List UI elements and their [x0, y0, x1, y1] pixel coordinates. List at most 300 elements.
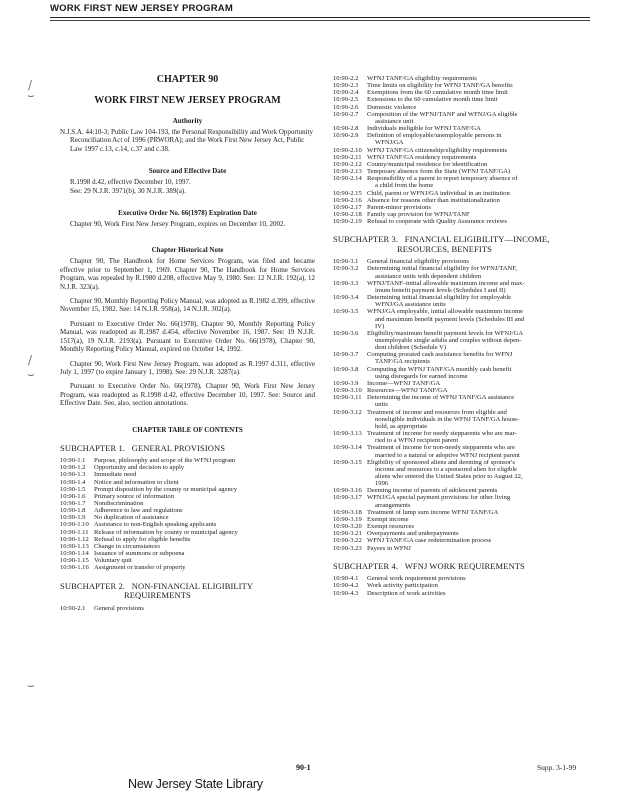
- section-title: [94, 507, 315, 514]
- section-title-continuation: ried to a WFNJ recipient parent: [375, 437, 459, 445]
- section-title-line: WFNJ/GA special payment provisions for other living: [367, 494, 511, 502]
- section-title-line: WFNJ TANF/GA residency requirements: [367, 153, 477, 161]
- section-title: [367, 387, 595, 394]
- section-title-line: Assistance to non-English speaking applicants: [94, 521, 217, 529]
- section-title: [94, 486, 315, 493]
- toc-row: [333, 125, 595, 132]
- exec-order-text: Chapter 90, Work First New Jersey Program, expires on December 10, 2002.: [70, 220, 286, 229]
- section-title: [367, 494, 595, 508]
- toc-row: [60, 457, 315, 464]
- toc-row: [60, 500, 315, 507]
- section-title: [367, 516, 595, 523]
- toc-list: [333, 258, 595, 551]
- header-rule: [50, 20, 590, 21]
- toc-row: [333, 89, 595, 96]
- section-number: 10:90-1.10: [60, 521, 89, 529]
- toc-row: [333, 444, 595, 458]
- section-title: [367, 75, 595, 82]
- section-title: [367, 147, 595, 154]
- section-title-line: Exempt income: [367, 515, 409, 523]
- toc-list: [60, 457, 315, 572]
- section-number: 10:90-3.23: [333, 544, 362, 552]
- section-title-line: Refusal to cooperate with Quality Assurance reviews: [367, 218, 507, 226]
- section-number: 10:90-2.6: [333, 103, 359, 111]
- section-title: [367, 111, 595, 125]
- section-title-continuation: hold, as appropriate: [375, 422, 428, 430]
- toc-row: [333, 258, 595, 265]
- section-title-line: Eligibility/maximum benefit payment levels for WFNJ/GA: [367, 329, 524, 337]
- section-number: 10:90-3.20: [333, 523, 362, 531]
- section-title: [367, 394, 595, 408]
- section-title-line: Eligibility of sponsored aliens and deeming of sponsor's: [367, 458, 515, 466]
- toc-row: [60, 514, 315, 521]
- section-title-line: WFNJ TANF/GA citizenship/eligibility requirements: [367, 146, 508, 154]
- subchapter-label: SUBCHAPTER 4.: [333, 560, 399, 571]
- toc-row: [60, 521, 315, 528]
- toc-row: [333, 104, 595, 111]
- subchapter-title: FINANCIAL ELIGIBILITY—INCOME,: [404, 234, 550, 245]
- margin-mark: /: [28, 353, 33, 367]
- section-title-line: Overpayments and underpayments: [367, 530, 459, 538]
- toc-row: [333, 218, 595, 225]
- section-number: 10:90-2.5: [333, 96, 359, 104]
- section-title-line: Primary source of information: [94, 492, 175, 500]
- section-title-line: General financial eligibility provisions: [367, 258, 469, 266]
- section-number: 10:90-1.9: [60, 514, 86, 522]
- toc-row: [333, 280, 595, 294]
- section-number: 10:90-2.13: [333, 168, 362, 176]
- section-number: 10:90-2.18: [333, 210, 362, 218]
- toc-row: [333, 197, 595, 204]
- toc-row: [333, 190, 595, 197]
- section-title-line: Determining the income of WFNJ TANF/GA assistance: [367, 394, 515, 402]
- section-title-continuation: IV): [375, 322, 385, 330]
- section-title: [367, 89, 595, 96]
- section-title-continuation: assistance units with dependent children: [375, 272, 482, 280]
- section-title: [367, 197, 595, 204]
- toc-row: [333, 161, 595, 168]
- margin-mark: /: [28, 78, 33, 92]
- section-number: 10:90-2.10: [333, 146, 362, 154]
- section-title-continuation: arrangements: [375, 501, 411, 509]
- section-title: [94, 514, 315, 521]
- section-title: [367, 96, 595, 103]
- section-title: [367, 161, 595, 168]
- section-title: [367, 258, 595, 265]
- section-number: 10:90-2.4: [333, 89, 359, 97]
- section-title: [367, 545, 595, 552]
- subchapter-title: NON-FINANCIAL ELIGIBILITY: [131, 580, 254, 591]
- toc-row: [333, 154, 595, 161]
- section-title: [367, 590, 595, 597]
- toc-row: [60, 493, 315, 500]
- section-number: 10:90-1.8: [60, 507, 86, 515]
- section-number: 10:90-3.16: [333, 487, 362, 495]
- section-title: [367, 509, 595, 516]
- section-title-line: Parent-minor provisions: [367, 203, 431, 211]
- toc-row: [333, 308, 595, 329]
- section-title-line: Voluntary quit: [94, 557, 132, 565]
- section-title-continuation: a child from the home: [375, 182, 434, 190]
- subchapter-title: GENERAL PROVISIONS: [131, 442, 226, 453]
- subchapter-title-cont: RESOURCES, BENEFITS: [397, 243, 492, 254]
- section-number: 10:90-3.3: [333, 279, 359, 287]
- section-title: [367, 430, 595, 444]
- section-title-line: Notice and information to client: [94, 478, 179, 486]
- section-title-line: Absence for reasons other than institutionalization: [367, 196, 500, 204]
- section-number: 10:90-2.11: [333, 153, 362, 161]
- toc-row: [333, 523, 595, 530]
- toc-row: [333, 487, 595, 494]
- section-title-line: Release of information by county or municipal agency: [94, 528, 238, 536]
- toc-row: [333, 430, 595, 444]
- toc-row: [60, 564, 315, 571]
- section-number: 10:90-1.7: [60, 499, 86, 507]
- section-title-line: Resources—WFNJ TANF/GA: [367, 387, 448, 395]
- library-watermark: New Jersey State Library: [128, 777, 263, 791]
- left-column: [60, 70, 315, 612]
- right-column: [333, 75, 595, 597]
- subchapter-label: SUBCHAPTER 3.: [333, 234, 399, 245]
- section-number: 10:90-3.21: [333, 530, 362, 538]
- section-number: 10:90-1.16: [60, 564, 89, 572]
- section-title: [367, 132, 595, 146]
- exec-order-heading: Executive Order No. 66(1978) Expiration Date: [118, 209, 257, 218]
- section-title: [367, 218, 595, 225]
- section-number: 10:90-1.12: [60, 535, 89, 543]
- section-title: [94, 464, 315, 471]
- section-title-line: Determining initial financial eligibility for WFNJ/TANF,: [367, 265, 518, 273]
- section-title-line: Adherence to law and regulations: [94, 507, 183, 515]
- section-number: 10:90-3.6: [333, 329, 359, 337]
- toc-row: [333, 459, 595, 488]
- section-title: [367, 444, 595, 458]
- section-title-line: Treatment of income and resources from eligible and: [367, 408, 507, 416]
- section-number: 10:90-3.22: [333, 537, 362, 545]
- section-number: 10:90-2.12: [333, 160, 362, 168]
- section-number: 10:90-1.5: [60, 485, 86, 493]
- section-title: [94, 564, 315, 571]
- section-title-continuation: income and resources to a sponsored alien for eligible: [375, 465, 518, 473]
- section-title-line: County/municipal residence for identification: [367, 160, 488, 168]
- toc-row: [60, 557, 315, 564]
- section-title-continuation: dent children (Schedule V): [375, 344, 447, 352]
- section-title: [367, 409, 595, 430]
- section-title-line: Refusal to apply for eligible benefits: [94, 535, 191, 543]
- section-number: 10:90-2.3: [333, 82, 359, 90]
- section-title-line: Description of work activities: [367, 589, 446, 597]
- section-title-line: WFNJ TANF/GA case redetermination process: [367, 537, 492, 545]
- toc-row: [333, 168, 595, 175]
- toc-row: [333, 204, 595, 211]
- section-title: [367, 82, 595, 89]
- section-title-line: Assignment or transfer of property: [94, 564, 186, 572]
- subchapter-heading: [333, 235, 595, 254]
- section-number: 10:90-3.12: [333, 408, 362, 416]
- margin-mark: ⌣: [27, 88, 35, 102]
- section-title: [94, 543, 315, 550]
- section-title: [367, 582, 595, 589]
- toc-row: [60, 550, 315, 557]
- section-number: 10:90-3.13: [333, 430, 362, 438]
- section-title-line: Opportunity and decision to apply: [94, 464, 185, 472]
- authority-heading: Authority: [172, 117, 203, 125]
- section-title-line: Exempt resources: [367, 523, 415, 531]
- section-title-line: Deeming income of parents of adolescent parents: [367, 487, 498, 495]
- section-title: [367, 330, 595, 351]
- subchapter-heading: [60, 582, 315, 601]
- section-title: [367, 351, 595, 365]
- section-number: 10:90-4.3: [333, 589, 359, 597]
- source-line: See: 29 N.J.R. 3971(b), 30 N.J.R. 389(a).: [70, 186, 186, 195]
- section-title-line: Time limits on eligibility for WFNJ TANF/GA benefits: [367, 82, 513, 90]
- section-number: 10:90-1.4: [60, 478, 86, 486]
- section-number: 10:90-3.15: [333, 458, 362, 466]
- section-number: 10:90-2.19: [333, 218, 362, 226]
- toc-row: [333, 575, 595, 582]
- section-title-line: Computing the WFNJ TANF/GA monthly cash benefit: [367, 365, 512, 373]
- toc-row: [333, 351, 595, 365]
- margin-mark: ⌣: [27, 367, 35, 381]
- history-heading: Chapter Historical Note: [151, 246, 224, 255]
- section-title: [94, 557, 315, 564]
- section-number: 10:90-3.18: [333, 508, 362, 516]
- section-number: 10:90-1.14: [60, 550, 89, 558]
- subchapter-label: SUBCHAPTER 2.: [60, 580, 126, 591]
- section-title: [367, 537, 595, 544]
- section-title: [94, 536, 315, 543]
- section-number: 10:90-1.6: [60, 492, 86, 500]
- section-title: [94, 605, 315, 612]
- section-title-line: WFNJ/GA employable, initial allowable maximum income: [367, 308, 524, 316]
- section-title: [94, 493, 315, 500]
- section-title: [367, 487, 595, 494]
- section-title-continuation: TANF/GA recipients: [375, 358, 430, 366]
- toc-row: [333, 175, 595, 189]
- section-title-continuation: married to a natural or adoptive WFNJ recipient parent: [375, 451, 520, 459]
- section-title: [367, 575, 595, 582]
- section-number: 10:90-3.1: [333, 258, 359, 266]
- section-title-line: Responsibility of a parent to report temporary absence of: [367, 175, 518, 183]
- section-number: 10:90-3.5: [333, 308, 359, 316]
- section-title-continuation: imum benefit payment levels (Schedules I and II): [375, 286, 506, 294]
- subchapter-title: WFNJ WORK REQUIREMENTS: [404, 560, 525, 571]
- section-number: 10:90-3.17: [333, 494, 362, 502]
- section-number: 10:90-1.2: [60, 464, 86, 472]
- section-number: 10:90-3.2: [333, 265, 359, 273]
- section-number: 10:90-2.16: [333, 196, 362, 204]
- section-title: [367, 168, 595, 175]
- section-title-continuation: noneligible individuals in the WFNJ TANF/GA house-: [375, 415, 520, 423]
- section-title-line: Extensions to the 60 cumulative month time limit: [367, 96, 498, 104]
- subchapter-title-cont: REQUIREMENTS: [124, 590, 191, 601]
- toc-row: [333, 96, 595, 103]
- source-line: R.1998 d.42, effective December 10, 1997.: [70, 178, 191, 187]
- section-title: [367, 308, 595, 329]
- section-title-line: Computing prorated cash assistance benefits for WFNJ: [367, 351, 513, 359]
- toc-row: [333, 494, 595, 508]
- section-title: [367, 366, 595, 380]
- section-title-line: WFNJ/TANF–initial allowable maximum income and max-: [367, 279, 525, 287]
- section-number: 10:90-3.14: [333, 444, 362, 452]
- section-number: 10:90-4.1: [333, 575, 359, 583]
- history-paragraph: Pursuant to Executive Order No. 66(1978), Chapter 90, Monthly Reporting Policy Manual, was readopted as R.1987 d.454, effective November 16, 1987. See: 19 N.J.R. 1517(a), 19 N.J.R. 2193(a). Pursuant to Executive Order No. 66(1978), Chapter 90, Monthly Reporting Policy Manual, expired on October 14, 1992.: [60, 319, 315, 354]
- section-title-continuation: WFNJ/GA assistance units: [375, 301, 446, 309]
- section-title: [367, 523, 595, 530]
- toc-row: [333, 409, 595, 430]
- section-title-line: Temporary absence from the State (WFNJ TANF/GA): [367, 168, 511, 176]
- section-number: 10:90-2.8: [333, 125, 359, 133]
- section-number: 10:90-2.14: [333, 175, 362, 183]
- toc-row: [333, 516, 595, 523]
- section-title: [94, 479, 315, 486]
- section-title-continuation: and maximum benefit payment levels (Schedules III and: [375, 315, 525, 323]
- section-title: [367, 175, 595, 189]
- section-number: 10:90-2.15: [333, 189, 362, 197]
- toc-row: [333, 82, 595, 89]
- section-number: 10:90-3.10: [333, 387, 362, 395]
- section-title-line: Prompt disposition by the county or municipal agency: [94, 485, 238, 493]
- section-title: [367, 154, 595, 161]
- toc-row: [333, 147, 595, 154]
- section-title-line: Work activity participation: [367, 582, 438, 590]
- section-number: 10:90-3.19: [333, 515, 362, 523]
- authority-text: N.J.S.A. 44:10-3; Public Law 104-193, the Personal Responsibility and Work Opportunity Reconciliation Act of 1996 (PRWORA); and the Work First New Jersey Act, Public Law 1997 c.13, c.14, c.37 and c.38.: [60, 128, 314, 153]
- section-title-continuation: units: [375, 401, 388, 409]
- toc-row: [60, 479, 315, 486]
- section-title-line: Family cap provision for WFNJ/TANF: [367, 210, 470, 218]
- section-title: [367, 104, 595, 111]
- toc-row: [333, 132, 595, 146]
- subchapter-heading: [333, 562, 595, 572]
- section-title-line: Payees in WFNJ: [367, 544, 411, 552]
- running-header: WORK FIRST NEW JERSEY PROGRAM: [50, 3, 590, 18]
- section-title-line: Change in circumstances: [94, 542, 160, 550]
- section-title-line: Child, parent or WFNJ/GA individual in an institution: [367, 189, 510, 197]
- section-title: [94, 550, 315, 557]
- history-paragraph: Chapter 90, Monthly Reporting Policy Manual, was adopted as R.1982 d.399, effective November 15, 1982. See: 14 N.J.R. 958(a), 14 N.J.R. 302(a).: [60, 297, 315, 314]
- toc-row: [333, 545, 595, 552]
- section-title: [367, 265, 595, 279]
- toc-row: [333, 582, 595, 589]
- toc-row: [333, 330, 595, 351]
- section-number: 10:90-3.4: [333, 294, 359, 302]
- section-title: [367, 190, 595, 197]
- toc-row: [60, 536, 315, 543]
- section-number: 10:90-3.11: [333, 394, 362, 402]
- section-title: [367, 211, 595, 218]
- section-number: 10:90-1.13: [60, 542, 89, 550]
- toc-row: [333, 537, 595, 544]
- toc-row: [60, 529, 315, 536]
- history-paragraph: Chapter 90, Work First New Jersey Program, was adopted as R.1997 d.311, effective July 1, 1997 (to expire January 1, 1998). See: 29 N.J.R. 3287(a).: [60, 359, 315, 376]
- section-title: [367, 204, 595, 211]
- section-title-line: General work requirement provisions: [367, 575, 466, 583]
- section-title-continuation: WFNJ/GA: [375, 139, 404, 147]
- section-title: [94, 529, 315, 536]
- margin-mark: ⌣: [27, 678, 35, 692]
- section-number: 10:90-3.9: [333, 379, 359, 387]
- section-number: 10:90-2.1: [60, 604, 86, 612]
- toc-row: [333, 590, 595, 597]
- toc-row: [333, 211, 595, 218]
- toc-row: [333, 111, 595, 125]
- section-number: 10:90-1.11: [60, 528, 89, 536]
- toc-row: [333, 75, 595, 82]
- section-number: 10:90-3.7: [333, 351, 359, 359]
- section-number: 10:90-2.17: [333, 203, 362, 211]
- toc-row: [60, 543, 315, 550]
- section-number: 10:90-2.9: [333, 132, 359, 140]
- section-title: [94, 471, 315, 478]
- toc-row: [60, 486, 315, 493]
- source-heading: Source and Effective Date: [148, 167, 227, 176]
- section-title-line: Exemptions from the 60 cumulative month time limit: [367, 89, 508, 97]
- subchapter-heading: [60, 444, 315, 454]
- section-title-line: General provisions: [94, 604, 144, 612]
- supplement-date: Supp. 3-1-99: [537, 763, 577, 772]
- section-title-line: Purpose, philosophy and scope of the WFNJ program: [94, 457, 236, 465]
- section-title: [94, 521, 315, 528]
- toc-row: [333, 366, 595, 380]
- section-title-continuation: unemployable single adults and couples without depen-: [375, 337, 522, 344]
- toc-list: [333, 75, 595, 225]
- section-title-line: Treatment of income for non-needy stepparents who are: [367, 444, 515, 452]
- history-paragraph: Pursuant to Executive Order No. 66(1978), Chapter 90, Work First New Jersey Program, was readopted as R.1998 d.42, effective December 10, 1997. See: Source and Effective Date. See, also, section annotations.: [60, 382, 315, 408]
- section-number: 10:90-2.2: [333, 75, 359, 82]
- section-title: [367, 530, 595, 537]
- section-title-line: Domestic violence: [367, 103, 417, 111]
- section-title-line: Treatment of lump sum income WFNJ TANF/GA: [367, 508, 499, 516]
- section-title-line: Issuance of summons or subpoena: [94, 550, 185, 558]
- section-title-line: Nondiscrimination: [94, 499, 144, 507]
- toc-row: [333, 530, 595, 537]
- section-title-line: Immediate need: [94, 471, 137, 479]
- section-title-continuation: 1996: [375, 480, 389, 488]
- toc-row: [60, 464, 315, 471]
- toc-list: [60, 605, 315, 612]
- history-paragraph: Chapter 90, The Handbook for Home Services Program, was filed and became effective prior to September 1, 1969. Chapter 90, The Handbook for Home Services Program, was repealed by R.1980 d.208, effective May 9, 1980. See: 12 N.J.R. 192(a), 12 N.J.R. 323(a).: [60, 257, 315, 291]
- section-title-continuation: using disregards for earned income: [375, 372, 468, 380]
- section-title: [367, 380, 595, 387]
- section-title: [367, 294, 595, 308]
- section-title: [94, 500, 315, 507]
- toc-heading: CHAPTER TABLE OF CONTENTS: [132, 425, 243, 434]
- toc-row: [60, 605, 315, 612]
- section-title-line: Treatment of income for needy stepparents who are mar-: [367, 430, 517, 438]
- toc-row: [60, 471, 315, 478]
- section-title: [367, 280, 595, 294]
- section-title-line: Definition of employable/unemployable persons in: [367, 132, 502, 140]
- toc-row: [333, 380, 595, 387]
- toc-row: [60, 507, 315, 514]
- toc-list: [333, 575, 595, 596]
- toc-row: [333, 387, 595, 394]
- section-number: 10:90-1.15: [60, 557, 89, 565]
- section-title: [367, 459, 595, 488]
- toc-row: [333, 265, 595, 279]
- section-title: [367, 125, 595, 132]
- toc-row: [333, 509, 595, 516]
- page-number: 90-1: [296, 763, 311, 772]
- section-number: 10:90-4.2: [333, 582, 359, 590]
- section-number: 10:90-1.3: [60, 471, 86, 479]
- section-title-line: WFNJ TANF/GA eligibility requirements: [367, 75, 477, 82]
- section-number: 10:90-3.8: [333, 365, 359, 373]
- section-title-continuation: aliens who entered the United States prior to August 22,: [375, 472, 523, 480]
- toc-row: [333, 294, 595, 308]
- chapter-title: WORK FIRST NEW JERSEY PROGRAM: [94, 95, 281, 106]
